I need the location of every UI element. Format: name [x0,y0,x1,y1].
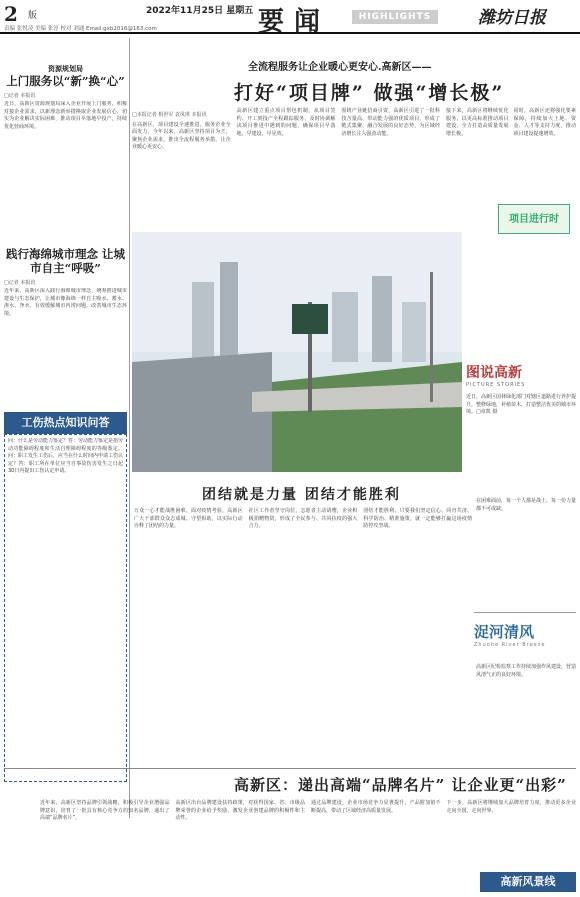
middle-text-col-1: 万众一心才能战胜困难。面对疫情考验，高新区广大干部群众众志成城、守望相助，以实际行动诠释了团结的力量。 [134,508,243,530]
middle-text-col-4: 在困难面前，每一个人都是战士，每一份力量都不可或缺。 [476,498,577,512]
bottom-text-col-4: 下一步，高新区将继续加大品牌培育力度，推动更多企业走向全国、走向世界。 [446,800,576,814]
bottom-text-col-1: 近年来，高新区坚持品牌引领战略，积极引导企业增强品牌意识，培育了一批具有核心竞争力的知名品牌，递出了高端“品牌名片”。 [40,800,170,822]
story2-headline: 践行海绵城市理念 让城市自主“呼吸” [5,247,125,275]
picture-tag: 图说高新 [466,365,522,381]
page-version: 版 [28,11,38,21]
masthead [0,0,580,37]
story1-headline: 上门服务以“新”换“心” [6,74,125,88]
bottom-divider [4,768,576,769]
middle-text-columns [134,508,472,762]
special-text: 问：什么是劳动能力鉴定？答：劳动能力鉴定是指劳动功能障碍程度和生活自理障碍程度的等级鉴定。问：职工发生工伤后，应当在什么时间内申请工伤认定？答：职工所在单位应当自事故伤害发生之日起30日内提出工伤认定申请。 [8,438,123,475]
news-photo [132,232,462,472]
story1-byline: □记者 本报讯 [4,93,36,99]
scenery-banner: 高新风景线 [480,872,576,892]
column-box [474,612,576,660]
middle-text-right [476,498,576,598]
issue-date: 2022年11月25日 星期五 [146,6,254,16]
story1-text: 近日，高新区资源规划局深入企业开展上门服务，积极对接企业需求，以新理念新举措换取企业发展信心，切实为企业解决实际困难，推动项目早落地早投产，持续优化营商环境。 [4,101,127,130]
bottom-text-columns [40,800,576,872]
main-headline: 打好“项目牌” 做强“增长极” [234,82,505,104]
bottom-headline: 高新区：递出高端“品牌名片” 让企业更“出彩” [234,776,567,794]
picture-caption: 近日，高新区园林绿化部门对辖区道路进行养护提升，整修绿地，补植苗木，打造整洁优美的城市环境。□章凯 摄 [466,394,577,416]
middle-headline: 团结就是力量 团结才能胜利 [202,487,401,503]
main-text-col-4: 接下来，高新区将继续优化服务，以更高标准推动项目建设，全力打造高质量发展增长极。 [446,108,509,137]
story2-text: 近年来，高新区深入践行海绵城市理念，统筹推进城市建设与生态保护，让城市像海绵一样自主吸水、蓄水、渗水、净水，有效缓解城市内涝问题，改善城市生态环境。 [4,288,127,317]
middle-text-col-2: 社区工作者坚守岗位，志愿者主动请缨，企业积极捐赠物资，形成了全民参与、共同抗疫的强大合力。 [248,508,358,530]
special-box [4,434,127,782]
picture-stories [466,352,576,480]
bottom-text-col-2: 高新区出台品牌建设扶持政策，对获得国家、省、市级品牌荣誉的企业给予奖励，激发企业创建品牌的积极性和主动性。 [175,800,305,822]
section-title: 要闻 [258,7,331,37]
photo-illustration [132,232,462,472]
newspaper-logo: 潍坊日报 [478,8,546,28]
story1-kicker: 资源规划局 [48,65,83,73]
main-text-col-5: 同时，高新区还将强化要素保障，持续加大土地、资金、人才等支持力度，推动项目建设提速增效。 [513,108,576,137]
main-text-col-2: 高新区建立重点项目帮包机制，从项目签约、开工到投产全程跟踪服务，及时协调解决项目推进中遇到的问题，确保项目早落地、早建设、早见效。 [236,108,336,137]
column-divider [129,38,130,818]
main-text-a: 在高新区，项目建设全速推进，服务企业全面发力。今年以来，高新区坚持项目为王，聚焦企业需求，推出全流程服务举措，让企业暖心更安心。 [132,121,231,151]
column-text-wrap [476,664,576,760]
main-text-right [446,108,576,196]
main-text-col-3: 围绕产业链招商引资，高新区引进了一批科技含量高、带动能力强的优质项目，形成了链式集聚、融合发展的良好态势，为区域经济增长注入强劲动能。 [341,108,441,137]
column-sub: Zhuohe River Breeze [474,642,546,648]
editor-meta: 责编 张悦凌 美编 张淳 校对 刘通 Email:gxb2016@163.com [4,26,157,32]
left-column [4,38,127,818]
main-kicker: 全流程服务让企业暖心更安心.高新区—— [248,62,432,73]
bottom-text-col-3: 通过品牌建设，企业市场竞争力显著提升，产品附加值不断提高，带动了区域经济高质量发展。 [311,800,441,814]
special-banner: 工伤热点知识问答 [4,412,127,434]
highlights-label: HIGHLIGHTS [352,10,438,24]
picture-sub: PICTURE STORIES [466,382,526,388]
column-title: 浞河清风 [474,623,535,641]
middle-text-col-3: 团结才能胜利。只要我们坚定信心、同舟共济、科学防治、精准施策，就一定能够打赢这场疫情防控攻坚战。 [363,508,473,530]
main-byline: □本报记者 相世军 袁凤琪 本报讯 [132,112,207,118]
page-number: 2 [4,2,18,26]
column-text: 高新区纪检监察工作持续加强作风建设，营造风清气正的良好环境。 [476,664,577,678]
story2-byline: □记者 本报讯 [4,280,36,286]
project-stamp: 项目进行时 [498,204,570,234]
